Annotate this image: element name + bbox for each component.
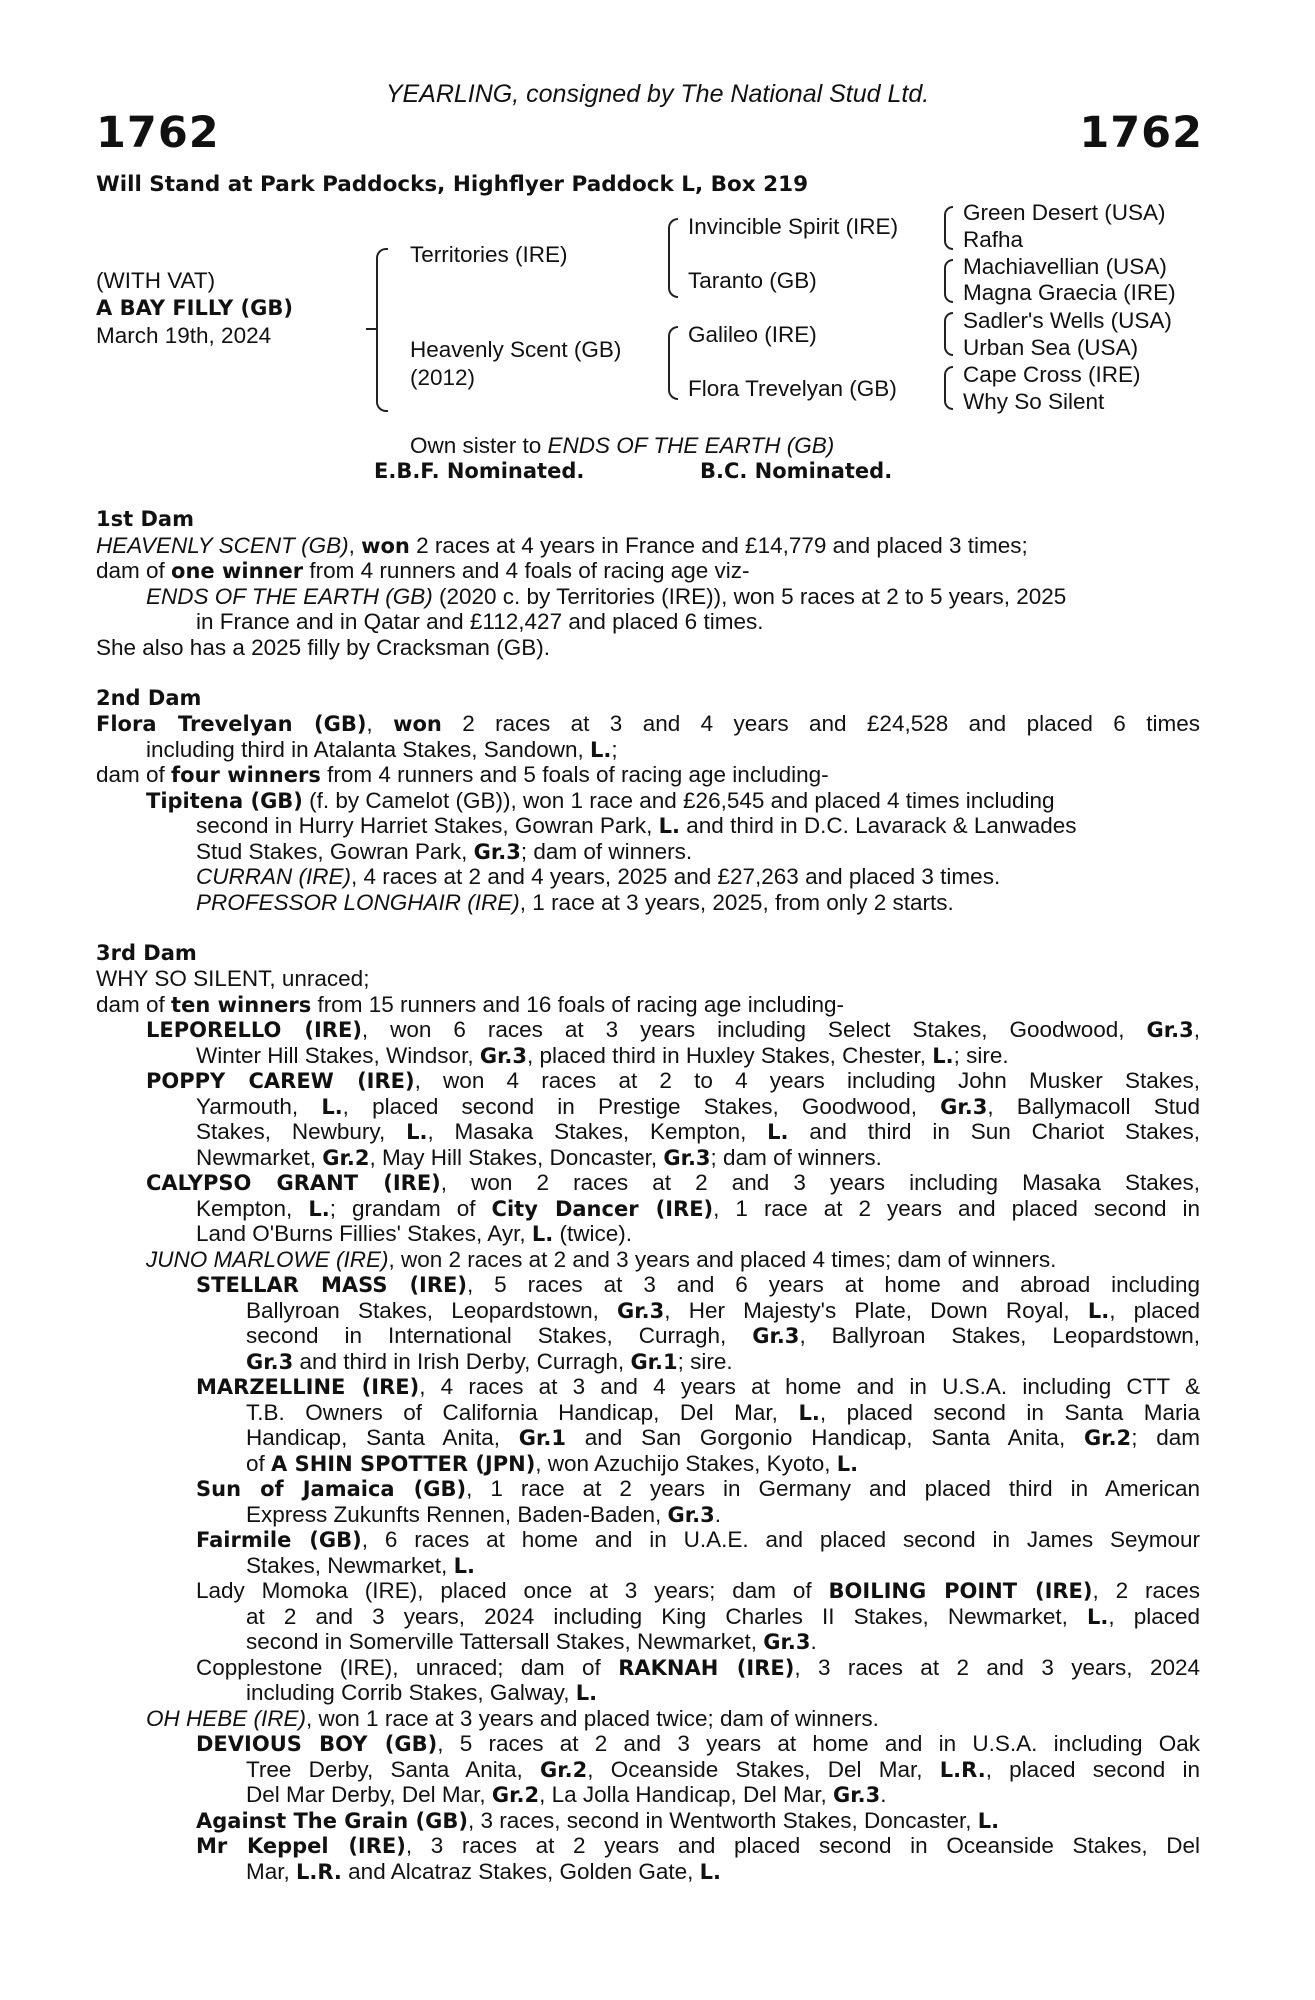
third-dam-line: Mr Keppel (IRE), 3 races at 2 years and placed second in Oceanside Stakes, Del — [196, 1833, 1200, 1858]
third-dam-line: Mar, L.R. and Alcatraz Stakes, Golden Gate, L. — [246, 1858, 721, 1884]
first-dam-line: dam of one winner from 4 runners and 4 foals of racing age viz- — [96, 558, 750, 583]
dam-dam: Flora Trevelyan (GB) — [688, 376, 897, 401]
first-dam-line: ENDS OF THE EARTH (GB) (2020 c. by Territories (IRE)), won 5 races at 2 to 5 years, 2025 — [146, 583, 1067, 609]
main-brace — [376, 248, 388, 412]
third-dam-line: STELLAR MASS (IRE), 5 races at 3 and 6 years at home and abroad including — [196, 1272, 1200, 1297]
dam: Heavenly Scent (GB) — [410, 337, 622, 362]
dam-sire-dam: Urban Sea (USA) — [963, 335, 1139, 360]
third-dam-line: T.B. Owners of California Handicap, Del Mar, L., placed second in Santa Maria — [246, 1399, 1201, 1425]
horse-name: A BAY FILLY (GB) — [96, 296, 293, 320]
third-dam-line: Kempton, L.; grandam of City Dancer (IRE), 1 race at 2 years and placed second in — [196, 1195, 1200, 1221]
third-dam-line: Newmarket, Gr.2, May Hill Stakes, Doncaster, Gr.3; dam of winners. — [196, 1144, 882, 1170]
gen3-brace-1 — [944, 206, 953, 250]
third-dam-line: second in International Stakes, Curragh, Gr.3, Ballyroan Stakes, Leopardstown, — [246, 1323, 1200, 1348]
bc-nominated: B.C. Nominated. — [700, 459, 893, 483]
own-sister-name: ENDS OF THE EARTH (GB) — [547, 433, 835, 458]
third-dam-line: POPPY CAREW (IRE), won 4 races at 2 to 4 years including John Musker Stakes, — [146, 1068, 1200, 1093]
third-dam-line: Sun of Jamaica (GB), 1 race at 2 years in Germany and placed third in American — [196, 1476, 1200, 1501]
third-dam-line: Stakes, Newbury, L., Masaka Stakes, Kempton, L. and third in Sun Chariot Stakes, — [196, 1119, 1200, 1144]
gen3-brace-2 — [944, 259, 953, 303]
lot-number-left: 1762 — [96, 108, 220, 158]
second-dam-line: Stud Stakes, Gowran Park, Gr.3; dam of winners. — [196, 838, 693, 864]
own-sister-note: Own sister to ENDS OF THE EARTH (GB) — [410, 433, 835, 458]
catalogue-body — [96, 507, 1200, 1884]
third-dam-line: Handicap, Santa Anita, Gr.1 and San Gorgonio Handicap, Santa Anita, Gr.2; dam — [246, 1425, 1200, 1450]
dam-sire-sire: Sadler's Wells (USA) — [963, 308, 1172, 333]
third-dam-line: Ballyroan Stakes, Leopardstown, Gr.3, Her Majesty's Plate, Down Royal, L., placed — [246, 1297, 1200, 1323]
third-dam-line: Lady Momoka (IRE), placed once at 3 years; dam of BOILING POINT (IRE), 2 races — [196, 1578, 1200, 1603]
third-dam-line: including Corrib Stakes, Galway, L. — [246, 1680, 598, 1705]
second-dam-line: dam of four winners from 4 runners and 5 foals of racing age including- — [96, 762, 829, 787]
second-dam-line: Tipitena (GB) (f. by Camelot (GB)), won 1 race and £26,545 and placed 4 times including — [146, 787, 1055, 813]
sire-dam: Taranto (GB) — [688, 268, 817, 293]
second-dam-line: Flora Trevelyan (GB), won 2 races at 3 and 4 years and £24,528 and placed 6 times — [96, 711, 1200, 736]
sire-sire-dam: Rafha — [963, 227, 1024, 252]
stand-location: Will Stand at Park Paddocks, Highflyer Paddock L, Box 219 — [96, 172, 809, 197]
third-dam-line: Gr.3 and third in Irish Derby, Curragh, Gr.1; sire. — [246, 1348, 733, 1374]
first-dam-line: She also has a 2025 filly by Cracksman (GB). — [96, 634, 550, 660]
third-dam-line: Del Mar Derby, Del Mar, Gr.2, La Jolla Handicap, Del Mar, Gr.3. — [246, 1782, 887, 1807]
third-dam-line: dam of ten winners from 15 runners and 16 foals of racing age including- — [96, 991, 845, 1017]
lot-number-right: 1762 — [1079, 108, 1203, 158]
third-dam-line: OH HEBE (IRE), won 1 race at 3 years and placed twice; dam of winners. — [146, 1705, 879, 1731]
third-dam-line: Winter Hill Stakes, Windsor, Gr.3, placed third in Huxley Stakes, Chester, L.; sire. — [196, 1042, 1009, 1068]
gen3-brace-3 — [944, 312, 953, 356]
third-dam-line: Land O'Burns Fillies' Stakes, Ayr, L. (twice). — [196, 1221, 632, 1246]
second-dam-line: second in Hurry Harriet Stakes, Gowran Park, L. and third in D.C. Lavarack & Lanwades — [196, 813, 1077, 838]
dam-dam-dam: Why So Silent — [963, 389, 1105, 414]
third-dam-line: Yarmouth, L., placed second in Prestige Stakes, Goodwood, Gr.3, Ballymacoll Stud — [196, 1093, 1201, 1119]
third-dam-line: Stakes, Newmarket, L. — [246, 1552, 475, 1578]
third-dam-line: MARZELLINE (IRE), 4 races at 3 and 4 years at home and in U.S.A. including CTT & — [196, 1374, 1200, 1399]
third-dam-line: second in Somerville Tattersall Stakes, Newmarket, Gr.3. — [246, 1629, 817, 1654]
third-dam-line: Against The Grain (GB), 3 races, second in Wentworth Stakes, Doncaster, L. — [196, 1807, 1000, 1833]
second-dam-line: PROFESSOR LONGHAIR (IRE), 1 race at 3 years, 2025, from only 2 starts. — [196, 889, 954, 915]
second-dam-heading: 2nd Dam — [96, 685, 202, 710]
third-dam-line: Fairmile (GB), 6 races at home and in U.A.E. and placed second in James Seymour — [196, 1527, 1200, 1552]
ebf-nominated: E.B.F. Nominated. — [374, 459, 585, 483]
second-dam-line: CURRAN (IRE), 4 races at 2 and 4 years, 2025 and £27,263 and placed 3 times. — [196, 864, 1001, 889]
sire-dam-dam: Magna Graecia (IRE) — [963, 280, 1176, 305]
vat-note: (WITH VAT) — [96, 268, 216, 293]
first-dam-line: HEAVENLY SCENT (GB), won 2 races at 4 years in France and £14,779 and placed 3 times; — [96, 532, 1028, 558]
foaling-date: March 19th, 2024 — [96, 323, 272, 348]
sire: Territories (IRE) — [410, 242, 568, 267]
consignor-line: YEARLING, consigned by The National Stud Ltd. — [385, 80, 930, 108]
sire-sire: Invincible Spirit (IRE) — [688, 214, 899, 239]
sire-sire-sire: Green Desert (USA) — [963, 200, 1166, 225]
second-dam-line: including third in Atalanta Stakes, Sandown, L.; — [146, 736, 618, 762]
third-dam-line: LEPORELLO (IRE), won 6 races at 3 years including Select Stakes, Goodwood, Gr.3, — [146, 1017, 1200, 1042]
third-dam-heading: 3rd Dam — [96, 940, 197, 965]
third-dam-line: JUNO MARLOWE (IRE), won 2 races at 2 and 3 years and placed 4 times; dam of winners. — [146, 1246, 1057, 1272]
dam-sire: Galileo (IRE) — [688, 322, 817, 347]
third-dam-line: DEVIOUS BOY (GB), 5 races at 2 and 3 years at home and in U.S.A. including Oak — [196, 1731, 1201, 1756]
third-dam-line: Copplestone (IRE), unraced; dam of RAKNAH (IRE), 3 races at 2 and 3 years, 2024 — [196, 1654, 1200, 1680]
first-dam-heading: 1st Dam — [96, 507, 194, 531]
sire-dam-sire: Machiavellian (USA) — [963, 254, 1167, 279]
third-dam-line: at 2 and 3 years, 2024 including King Charles II Stakes, Newmarket, L., placed — [246, 1603, 1200, 1629]
first-dam-line: in France and in Qatar and £112,427 and placed 6 times. — [196, 609, 764, 634]
third-dam-line: of A SHIN SPOTTER (JPN), won Azuchijo Stakes, Kyoto, L. — [246, 1450, 859, 1476]
third-dam-line: CALYPSO GRANT (IRE), won 2 races at 2 and 3 years including Masaka Stakes, — [146, 1170, 1201, 1195]
dam-brace — [668, 326, 678, 400]
gen3-brace-4 — [944, 366, 953, 410]
third-dam-line: Tree Derby, Santa Anita, Gr.2, Oceanside Stakes, Del Mar, L.R., placed second in — [246, 1756, 1200, 1782]
main-brace-point — [366, 328, 376, 330]
third-dam-line: WHY SO SILENT, unraced; — [96, 966, 370, 991]
sire-brace — [668, 218, 678, 298]
dam-dam-sire: Cape Cross (IRE) — [963, 362, 1141, 387]
third-dam-line: Express Zukunfts Rennen, Baden-Baden, Gr.3. — [246, 1501, 721, 1527]
dam-year: (2012) — [410, 365, 476, 390]
